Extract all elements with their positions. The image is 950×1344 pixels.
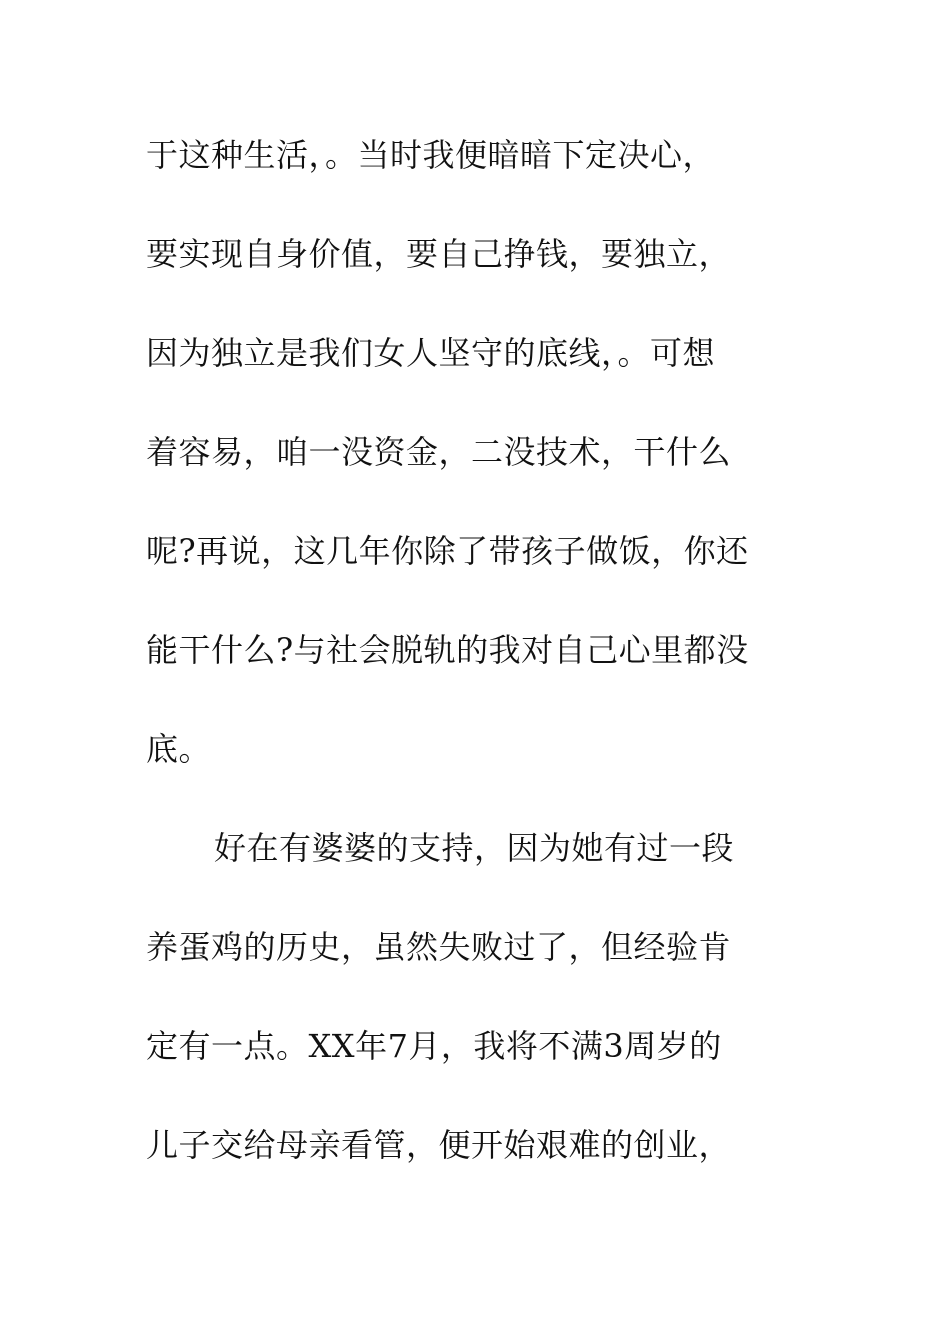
text-line: 定有一点。XX年7月，我将不满3周岁的 bbox=[146, 1027, 722, 1065]
text-line: 养蛋鸡的历史，虽然失败过了，但经验肯 bbox=[146, 928, 732, 966]
text-line: 呢?再说，这几年你除了带孩子做饭，你还 bbox=[146, 532, 749, 570]
text-line: 好在有婆婆的支持，因为她有过一段 bbox=[214, 829, 735, 867]
text-line: 因为独立是我们女人坚守的底线，。可想 bbox=[146, 334, 716, 372]
text-line: 要实现自身价值，要自己挣钱，要独立， bbox=[146, 235, 732, 273]
text-line: 于这种生活，。当时我便暗暗下定决心， bbox=[146, 136, 716, 174]
paragraph-2 bbox=[146, 815, 806, 1211]
paragraph-1 bbox=[146, 122, 806, 815]
text-line: 能干什么?与社会脱轨的我对自己心里都没 bbox=[146, 631, 749, 669]
text-line: 底。 bbox=[146, 730, 212, 768]
text-line: 儿子交给母亲看管，便开始艰难的创业， bbox=[146, 1126, 732, 1164]
text-line: 着容易，咱一没资金，二没技术，干什么 bbox=[146, 433, 732, 471]
body-text bbox=[146, 122, 806, 1211]
